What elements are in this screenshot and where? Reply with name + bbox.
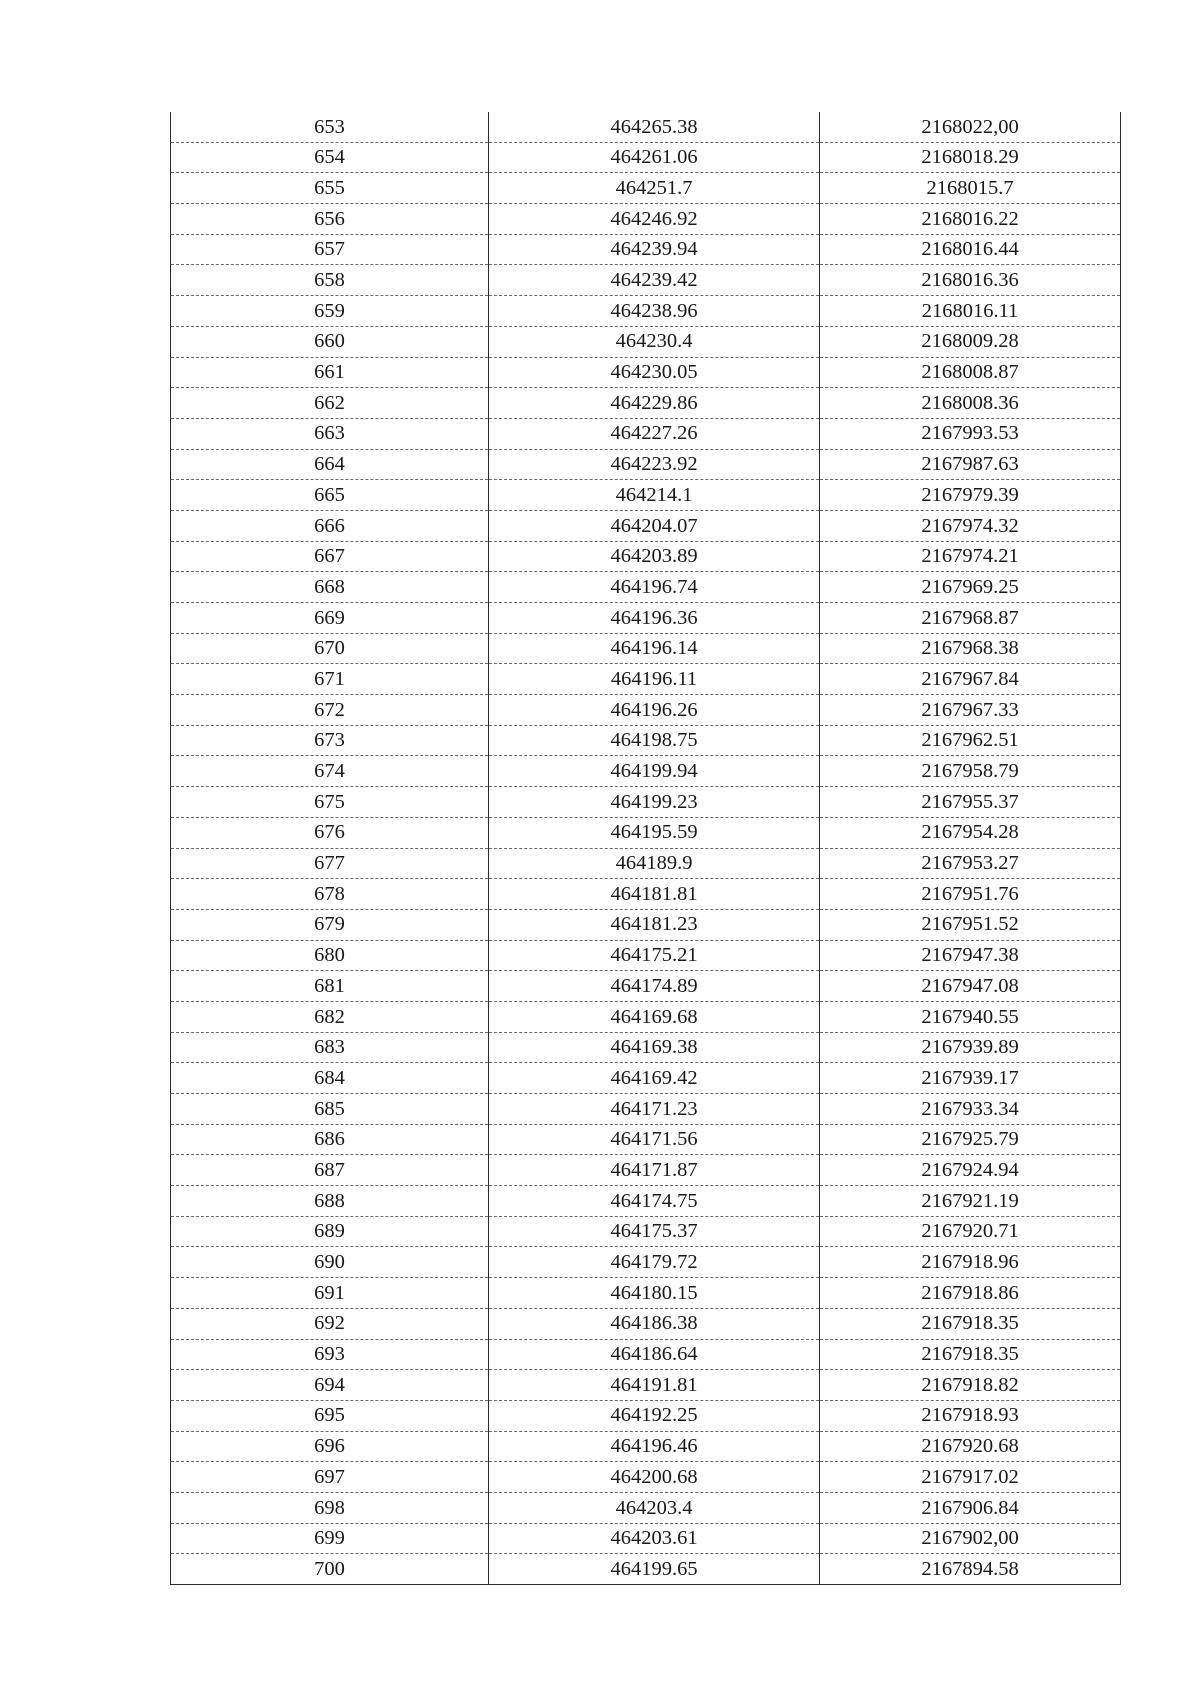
point-number-cell: 675 — [171, 787, 489, 818]
table-row — [171, 787, 1121, 818]
table-row — [171, 142, 1121, 173]
x-coordinate-cell: 464230.4 — [489, 326, 820, 357]
x-coordinate-cell: 464239.94 — [489, 234, 820, 265]
y-coordinate-cell: 2167920.71 — [820, 1216, 1121, 1247]
x-coordinate-cell: 464191.81 — [489, 1370, 820, 1401]
point-number-cell: 687 — [171, 1155, 489, 1186]
point-number-cell: 681 — [171, 971, 489, 1002]
x-coordinate-cell: 464203.61 — [489, 1523, 820, 1554]
x-coordinate-cell: 464192.25 — [489, 1400, 820, 1431]
point-number-cell: 684 — [171, 1063, 489, 1094]
x-coordinate-cell: 464196.14 — [489, 633, 820, 664]
point-number-cell: 688 — [171, 1186, 489, 1217]
point-number-cell: 661 — [171, 357, 489, 388]
point-number-cell: 679 — [171, 909, 489, 940]
table-row — [171, 1032, 1121, 1063]
point-number-cell: 664 — [171, 449, 489, 480]
x-coordinate-cell: 464246.92 — [489, 204, 820, 235]
table-row — [171, 1094, 1121, 1125]
x-coordinate-cell: 464169.42 — [489, 1063, 820, 1094]
point-number-cell: 657 — [171, 234, 489, 265]
table-row — [171, 1370, 1121, 1401]
x-coordinate-cell: 464239.42 — [489, 265, 820, 296]
y-coordinate-cell: 2167968.87 — [820, 603, 1121, 634]
table-row — [171, 603, 1121, 634]
table-row — [171, 357, 1121, 388]
table-row — [171, 1431, 1121, 1462]
x-coordinate-cell: 464171.23 — [489, 1094, 820, 1125]
table-row — [171, 633, 1121, 664]
point-number-cell: 686 — [171, 1124, 489, 1155]
x-coordinate-cell: 464203.89 — [489, 541, 820, 572]
x-coordinate-cell: 464181.81 — [489, 879, 820, 910]
table-row — [171, 541, 1121, 572]
y-coordinate-cell: 2167947.38 — [820, 940, 1121, 971]
x-coordinate-cell: 464204.07 — [489, 510, 820, 541]
point-number-cell: 653 — [171, 112, 489, 142]
point-number-cell: 663 — [171, 418, 489, 449]
table-row — [171, 510, 1121, 541]
table-row — [171, 480, 1121, 511]
y-coordinate-cell: 2167979.39 — [820, 480, 1121, 511]
y-coordinate-cell: 2167962.51 — [820, 725, 1121, 756]
point-number-cell: 699 — [171, 1523, 489, 1554]
x-coordinate-cell: 464171.87 — [489, 1155, 820, 1186]
point-number-cell: 689 — [171, 1216, 489, 1247]
point-number-cell: 693 — [171, 1339, 489, 1370]
point-number-cell: 700 — [171, 1554, 489, 1585]
y-coordinate-cell: 2167969.25 — [820, 572, 1121, 603]
x-coordinate-cell: 464251.7 — [489, 173, 820, 204]
point-number-cell: 678 — [171, 879, 489, 910]
table-row — [171, 326, 1121, 357]
y-coordinate-cell: 2167906.84 — [820, 1492, 1121, 1523]
coordinates-table-body — [171, 112, 1121, 1585]
point-number-cell: 672 — [171, 695, 489, 726]
y-coordinate-cell: 2167951.52 — [820, 909, 1121, 940]
y-coordinate-cell: 2168009.28 — [820, 326, 1121, 357]
y-coordinate-cell: 2167917.02 — [820, 1462, 1121, 1493]
y-coordinate-cell: 2167902,00 — [820, 1523, 1121, 1554]
point-number-cell: 696 — [171, 1431, 489, 1462]
table-row — [171, 756, 1121, 787]
y-coordinate-cell: 2167924.94 — [820, 1155, 1121, 1186]
table-row — [171, 572, 1121, 603]
point-number-cell: 691 — [171, 1278, 489, 1309]
point-number-cell: 690 — [171, 1247, 489, 1278]
x-coordinate-cell: 464214.1 — [489, 480, 820, 511]
y-coordinate-cell: 2167953.27 — [820, 848, 1121, 879]
point-number-cell: 659 — [171, 296, 489, 327]
x-coordinate-cell: 464199.94 — [489, 756, 820, 787]
y-coordinate-cell: 2167918.35 — [820, 1339, 1121, 1370]
y-coordinate-cell: 2168016.44 — [820, 234, 1121, 265]
point-number-cell: 674 — [171, 756, 489, 787]
x-coordinate-cell: 464196.46 — [489, 1431, 820, 1462]
x-coordinate-cell: 464203.4 — [489, 1492, 820, 1523]
point-number-cell: 695 — [171, 1400, 489, 1431]
table-row — [171, 1339, 1121, 1370]
point-number-cell: 676 — [171, 817, 489, 848]
x-coordinate-cell: 464227.26 — [489, 418, 820, 449]
point-number-cell: 665 — [171, 480, 489, 511]
table-row — [171, 940, 1121, 971]
table-row — [171, 1400, 1121, 1431]
y-coordinate-cell: 2167918.82 — [820, 1370, 1121, 1401]
table-row — [171, 1216, 1121, 1247]
table-row — [171, 418, 1121, 449]
table-row — [171, 848, 1121, 879]
x-coordinate-cell: 464229.86 — [489, 388, 820, 419]
table-row — [171, 1278, 1121, 1309]
y-coordinate-cell: 2167958.79 — [820, 756, 1121, 787]
table-row — [171, 1247, 1121, 1278]
point-number-cell: 668 — [171, 572, 489, 603]
y-coordinate-cell: 2167947.08 — [820, 971, 1121, 1002]
table-row — [171, 112, 1121, 142]
table-row — [171, 388, 1121, 419]
y-coordinate-cell: 2167955.37 — [820, 787, 1121, 818]
y-coordinate-cell: 2167974.21 — [820, 541, 1121, 572]
x-coordinate-cell: 464198.75 — [489, 725, 820, 756]
table-row — [171, 879, 1121, 910]
y-coordinate-cell: 2167993.53 — [820, 418, 1121, 449]
y-coordinate-cell: 2167954.28 — [820, 817, 1121, 848]
point-number-cell: 662 — [171, 388, 489, 419]
x-coordinate-cell: 464186.38 — [489, 1308, 820, 1339]
table-row — [171, 449, 1121, 480]
x-coordinate-cell: 464175.21 — [489, 940, 820, 971]
table-row — [171, 296, 1121, 327]
table-row — [171, 234, 1121, 265]
x-coordinate-cell: 464265.38 — [489, 112, 820, 142]
table-row — [171, 173, 1121, 204]
y-coordinate-cell: 2168015.7 — [820, 173, 1121, 204]
point-number-cell: 694 — [171, 1370, 489, 1401]
x-coordinate-cell: 464195.59 — [489, 817, 820, 848]
table-row — [171, 725, 1121, 756]
point-number-cell: 677 — [171, 848, 489, 879]
table-row — [171, 1186, 1121, 1217]
point-number-cell: 655 — [171, 173, 489, 204]
point-number-cell: 666 — [171, 510, 489, 541]
x-coordinate-cell: 464179.72 — [489, 1247, 820, 1278]
table-row — [171, 1523, 1121, 1554]
point-number-cell: 667 — [171, 541, 489, 572]
point-number-cell: 660 — [171, 326, 489, 357]
y-coordinate-cell: 2167940.55 — [820, 1001, 1121, 1032]
x-coordinate-cell: 464223.92 — [489, 449, 820, 480]
x-coordinate-cell: 464200.68 — [489, 1462, 820, 1493]
point-number-cell: 658 — [171, 265, 489, 296]
y-coordinate-cell: 2167974.32 — [820, 510, 1121, 541]
x-coordinate-cell: 464196.74 — [489, 572, 820, 603]
table-row — [171, 1462, 1121, 1493]
y-coordinate-cell: 2167968.38 — [820, 633, 1121, 664]
point-number-cell: 673 — [171, 725, 489, 756]
y-coordinate-cell: 2167925.79 — [820, 1124, 1121, 1155]
x-coordinate-cell: 464189.9 — [489, 848, 820, 879]
x-coordinate-cell: 464261.06 — [489, 142, 820, 173]
y-coordinate-cell: 2167920.68 — [820, 1431, 1121, 1462]
y-coordinate-cell: 2168008.87 — [820, 357, 1121, 388]
x-coordinate-cell: 464174.75 — [489, 1186, 820, 1217]
table-row — [171, 1308, 1121, 1339]
y-coordinate-cell: 2167939.17 — [820, 1063, 1121, 1094]
y-coordinate-cell: 2167951.76 — [820, 879, 1121, 910]
y-coordinate-cell: 2167987.63 — [820, 449, 1121, 480]
y-coordinate-cell: 2167967.33 — [820, 695, 1121, 726]
y-coordinate-cell: 2168016.11 — [820, 296, 1121, 327]
y-coordinate-cell: 2168016.36 — [820, 265, 1121, 296]
point-number-cell: 656 — [171, 204, 489, 235]
x-coordinate-cell: 464171.56 — [489, 1124, 820, 1155]
y-coordinate-cell: 2168018.29 — [820, 142, 1121, 173]
point-number-cell: 682 — [171, 1001, 489, 1032]
y-coordinate-cell: 2168016.22 — [820, 204, 1121, 235]
x-coordinate-cell: 464238.96 — [489, 296, 820, 327]
x-coordinate-cell: 464174.89 — [489, 971, 820, 1002]
x-coordinate-cell: 464196.11 — [489, 664, 820, 695]
y-coordinate-cell: 2167967.84 — [820, 664, 1121, 695]
y-coordinate-cell: 2167918.96 — [820, 1247, 1121, 1278]
table-row — [171, 909, 1121, 940]
x-coordinate-cell: 464199.23 — [489, 787, 820, 818]
y-coordinate-cell: 2167933.34 — [820, 1094, 1121, 1125]
table-row — [171, 1124, 1121, 1155]
x-coordinate-cell: 464180.15 — [489, 1278, 820, 1309]
x-coordinate-cell: 464186.64 — [489, 1339, 820, 1370]
point-number-cell: 670 — [171, 633, 489, 664]
table-row — [171, 817, 1121, 848]
x-coordinate-cell: 464169.38 — [489, 1032, 820, 1063]
table-row — [171, 1554, 1121, 1585]
table-row — [171, 1155, 1121, 1186]
point-number-cell: 683 — [171, 1032, 489, 1063]
table-row — [171, 1063, 1121, 1094]
x-coordinate-cell: 464169.68 — [489, 1001, 820, 1032]
y-coordinate-cell: 2167939.89 — [820, 1032, 1121, 1063]
x-coordinate-cell: 464175.37 — [489, 1216, 820, 1247]
point-number-cell: 685 — [171, 1094, 489, 1125]
x-coordinate-cell: 464230.05 — [489, 357, 820, 388]
x-coordinate-cell: 464196.36 — [489, 603, 820, 634]
point-number-cell: 698 — [171, 1492, 489, 1523]
x-coordinate-cell: 464199.65 — [489, 1554, 820, 1585]
point-number-cell: 671 — [171, 664, 489, 695]
y-coordinate-cell: 2167894.58 — [820, 1554, 1121, 1585]
table-row — [171, 204, 1121, 235]
point-number-cell: 680 — [171, 940, 489, 971]
y-coordinate-cell: 2168022,00 — [820, 112, 1121, 142]
y-coordinate-cell: 2168008.36 — [820, 388, 1121, 419]
coordinates-table — [170, 112, 1121, 1585]
table-row — [171, 1492, 1121, 1523]
point-number-cell: 697 — [171, 1462, 489, 1493]
x-coordinate-cell: 464181.23 — [489, 909, 820, 940]
table-row — [171, 695, 1121, 726]
point-number-cell: 692 — [171, 1308, 489, 1339]
point-number-cell: 669 — [171, 603, 489, 634]
y-coordinate-cell: 2167918.86 — [820, 1278, 1121, 1309]
y-coordinate-cell: 2167918.35 — [820, 1308, 1121, 1339]
x-coordinate-cell: 464196.26 — [489, 695, 820, 726]
table-row — [171, 1001, 1121, 1032]
y-coordinate-cell: 2167921.19 — [820, 1186, 1121, 1217]
y-coordinate-cell: 2167918.93 — [820, 1400, 1121, 1431]
point-number-cell: 654 — [171, 142, 489, 173]
table-row — [171, 664, 1121, 695]
table-row — [171, 265, 1121, 296]
table-row — [171, 971, 1121, 1002]
